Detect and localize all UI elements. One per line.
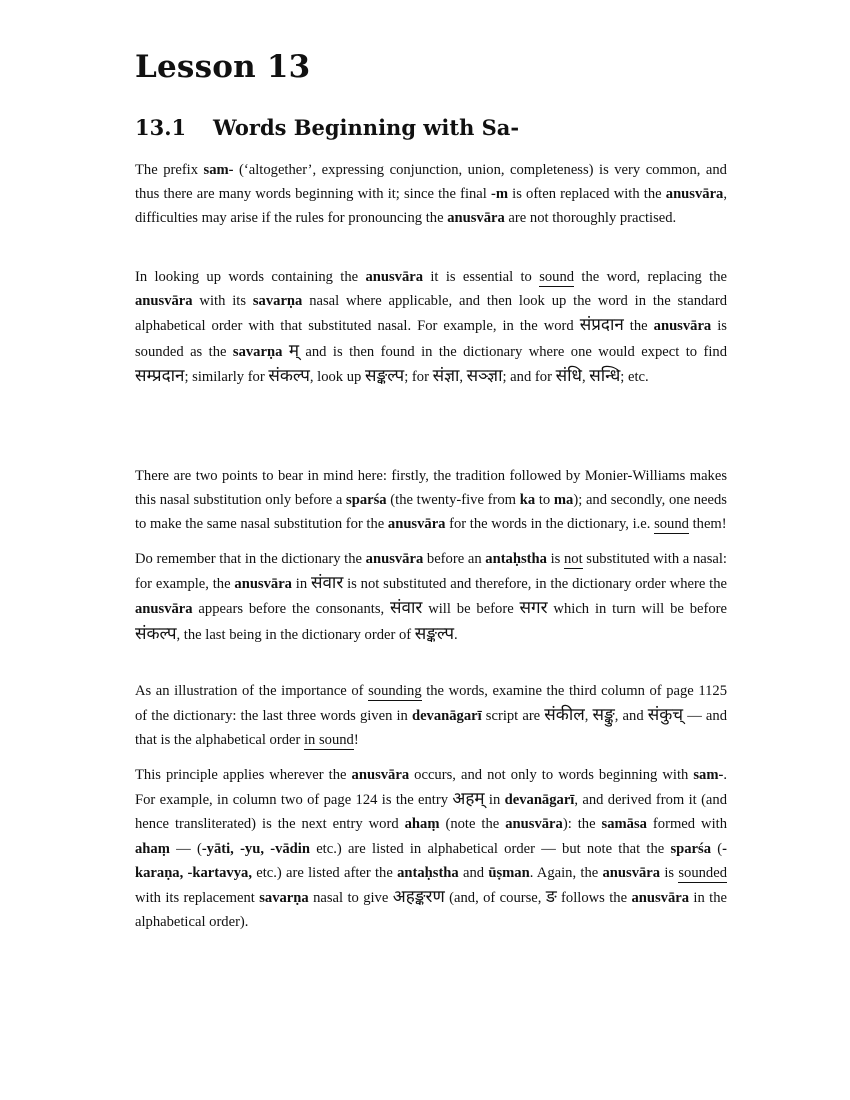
underlined-text: not	[563, 551, 583, 567]
bold-term: sam-	[203, 162, 234, 178]
text-run: is	[660, 864, 679, 881]
section-number: 13.1	[135, 115, 187, 140]
bold-term: anusvāra	[135, 293, 193, 310]
text-run: , and	[614, 708, 648, 725]
bold-term: anusvāra	[665, 186, 724, 203]
paragraph	[135, 763, 727, 934]
devanagari-word: सङ्कल्प	[365, 365, 405, 386]
bold-term: anusvāra	[351, 767, 410, 783]
bold-term: ka	[519, 492, 536, 509]
devanagari-word: सम्प्रदान	[135, 365, 185, 386]
devanagari-word: संकुच्	[647, 705, 684, 726]
text-run: occurs, and not only to words beginning with	[409, 767, 694, 783]
bold-term: ahaṃ	[135, 840, 170, 857]
devanagari-word: संप्रदान	[579, 315, 624, 336]
devanagari-word: सन्धि	[589, 365, 621, 386]
bold-term: anusvāra	[135, 601, 193, 618]
chapter-title: Lesson 13	[135, 49, 311, 85]
text-run: and is then found in the dictionary where one would expect to find	[298, 343, 727, 360]
text-run: (the twenty-five from	[386, 492, 520, 509]
text-run: ; similarly for	[184, 368, 269, 385]
devanagari-word: संकल्प	[135, 623, 177, 644]
text-run: the word, replacing the	[574, 269, 727, 285]
bold-term: ma	[553, 492, 574, 509]
text-run: formed with	[646, 816, 728, 833]
bold-term: anusvāra	[653, 318, 712, 335]
text-run: , look up	[309, 368, 365, 385]
underlined-text: sound	[654, 516, 689, 533]
text-run: nasal where applicable, and then look up the word in the standard alphabetical order with that substituted nasal. For example, in the word	[135, 293, 727, 335]
text-run: ; etc.	[620, 368, 649, 385]
text-run: The prefix	[135, 162, 204, 178]
paragraph	[135, 464, 727, 537]
section-title: Words Beginning with Sa-	[213, 115, 520, 140]
text-run: . Again, the	[529, 864, 603, 881]
underlined-text: sound	[539, 269, 575, 285]
text-run: , and derived from it (and hence transliterated) is the next entry word	[135, 792, 727, 833]
underlined-text: sounded	[678, 864, 727, 881]
text-run: nasal to give	[308, 890, 393, 907]
text-run: and	[458, 864, 489, 881]
text-run: the	[623, 318, 654, 335]
devanagari-word: सङ्कल्प	[414, 623, 454, 644]
bold-term: antaḥstha	[485, 551, 547, 567]
devanagari-word: ङ	[545, 887, 557, 908]
text-run: There are two points to bear in mind here: firstly, the tradition followed by Monier-Williams makes this nasal substitution only before a	[135, 468, 727, 509]
text-run: is	[546, 551, 564, 567]
text-run: ,	[581, 368, 590, 385]
underlined-text: sounding	[368, 683, 422, 699]
bold-term: anusvāra	[365, 551, 424, 567]
text-run: ): the	[562, 816, 602, 833]
text-run: ,	[459, 368, 467, 385]
bold-term: anusvāra	[387, 516, 446, 533]
devanagari-word: संज्ञा	[432, 365, 460, 386]
text-run: it is essential to	[423, 269, 540, 285]
bold-term: anusvāra	[234, 576, 292, 593]
devanagari-word: संकल्प	[268, 365, 310, 386]
text-run: in	[291, 576, 311, 593]
paragraph	[135, 265, 727, 389]
bold-term: -m	[490, 186, 509, 203]
devanagari-word: सञ्ज्ञा	[466, 365, 503, 386]
text-run: (and, of course,	[444, 890, 546, 907]
text-run: , the last being in the dictionary order of	[176, 626, 415, 643]
devanagari-word: म्	[288, 340, 299, 361]
bold-term: ahaṃ	[404, 816, 440, 833]
text-run: is sounded as the	[135, 318, 727, 360]
text-run: In looking up words containing the	[135, 269, 366, 285]
text-run: before an	[423, 551, 486, 567]
text-run: is often replaced with the	[508, 186, 666, 203]
text-run: etc.) are listed in alphabetical order — but note that the	[309, 840, 671, 857]
bold-term: savarṇa	[259, 890, 309, 907]
text-run: in	[484, 792, 505, 809]
text-run: in the alphabetical order).	[135, 890, 727, 931]
text-run: . For example, in column two of page 124 is the entry	[135, 767, 728, 809]
devanagari-word: संधि	[555, 365, 582, 386]
text-run: .	[454, 626, 458, 643]
text-run: is not substituted and therefore, in the dictionary order where the	[343, 576, 727, 593]
text-run: As an illustration of the importance of	[135, 683, 369, 699]
bold-term: samāsa	[601, 816, 647, 833]
bold-term: devanāgarī	[411, 708, 482, 725]
text-run: for the words in the dictionary, i.e.	[445, 516, 655, 533]
text-run: (‘altogether’, expressing conjunction, union, completeness) is very common, and thus there are many words beginning with it; since the final	[135, 162, 727, 203]
text-run: ); and secondly, one needs to make the same nasal substitution for the	[135, 492, 727, 533]
text-run: , difficulties may arise if the rules for pronouncing the	[135, 186, 727, 227]
text-run: — (	[169, 840, 202, 857]
devanagari-word: अहङ्करण	[392, 887, 445, 908]
bold-term: devanāgarī	[504, 792, 575, 809]
bold-term: anusvāra	[365, 269, 424, 285]
text-run: the words, examine the third column of page 1125 of the dictionary: the last three words given in	[135, 683, 727, 725]
bold-term: sam-	[693, 767, 724, 783]
bold-term: anusvāra	[447, 210, 505, 227]
bold-term: savarṇa	[232, 343, 283, 360]
text-run: ,	[584, 708, 593, 725]
text-run: appears before the consonants,	[192, 601, 391, 618]
text-run: with its replacement	[135, 890, 260, 907]
text-run: with its	[192, 293, 253, 310]
paragraph	[135, 679, 727, 753]
body-text	[135, 0, 727, 1100]
devanagari-word: संवार	[390, 598, 423, 619]
bold-term: anusvāra	[631, 890, 690, 907]
text-run: are not thoroughly practised.	[504, 210, 677, 227]
bold-term: savarṇa	[252, 293, 303, 310]
devanagari-word: संकील	[544, 705, 585, 726]
bold-term: anusvāra	[602, 864, 661, 881]
text-run: — and that is the alphabetical order	[135, 708, 727, 749]
text-run: them!	[688, 516, 727, 533]
text-run: ; for	[404, 368, 433, 385]
text-run: (	[711, 840, 723, 857]
paragraph	[135, 158, 727, 231]
text-run: which in turn will be before	[547, 601, 728, 618]
text-run: Do remember that in the dictionary the	[135, 551, 366, 567]
devanagari-word: संवार	[310, 573, 344, 594]
text-run: substituted with a nasal: for example, the	[135, 551, 727, 593]
bold-term: anusvāra	[505, 816, 563, 833]
text-run: script are	[481, 708, 545, 725]
underlined-text: in sound	[303, 732, 354, 749]
devanagari-word: सगर	[519, 598, 548, 619]
text-run: etc.) are listed after the	[251, 864, 398, 881]
text-run: will be before	[422, 601, 520, 618]
devanagari-word: अहम्	[452, 789, 485, 810]
text-run: This principle applies wherever the	[135, 767, 352, 783]
paragraph	[135, 547, 727, 647]
bold-term: sparśa	[346, 492, 387, 509]
bold-term: ūṣman	[488, 864, 530, 881]
text-run: follows the	[556, 890, 632, 907]
text-run: ; and for	[502, 368, 556, 385]
bold-term: sparśa	[670, 840, 712, 857]
text-run: !	[353, 732, 359, 749]
bold-term: -karaṇa, -kartavya,	[135, 840, 727, 881]
text-run: (note the	[439, 816, 506, 833]
text-run: to	[535, 492, 554, 509]
bold-term: antaḥstha	[397, 864, 459, 881]
bold-term: -yāti, -yu, -vādin	[201, 840, 310, 857]
devanagari-word: सङ्कु	[592, 705, 615, 726]
